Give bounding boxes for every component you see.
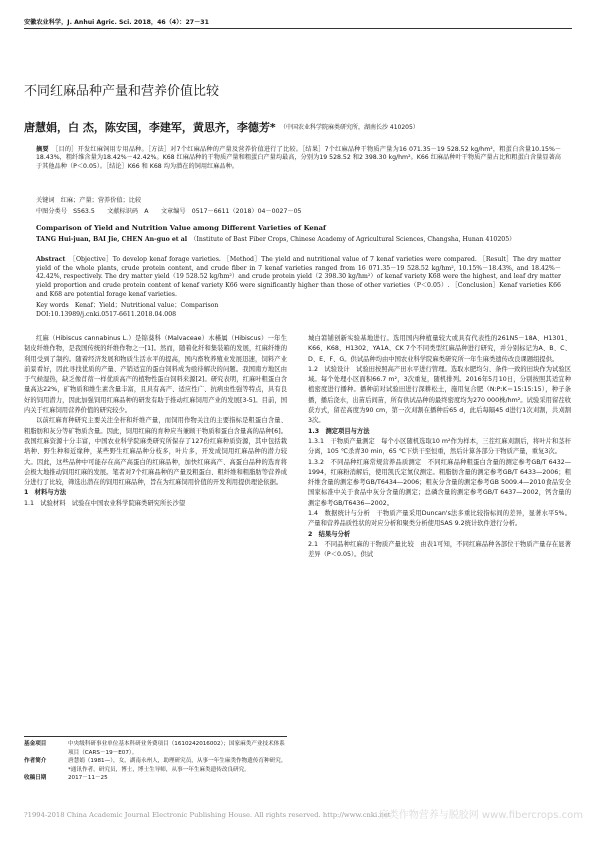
english-author-names: TANG Hui-juan, BAI Jie, CHEN An-guo et al [36, 236, 188, 243]
left-column [24, 334, 287, 509]
footnote-row [24, 740, 287, 757]
footnote-key: 作者简介 [24, 758, 47, 765]
english-title: Comparison of Yield and Nutrition Value among Different Varieties of Kenaf [36, 224, 326, 232]
affiliation: （中国农业科学院麻类研究所，湖南长沙 410205） [280, 124, 419, 131]
english-affiliation: （Institute of Bast Fiber Crops, Chinese Academy of Agricultural Sciences, Changsha, Hunan 410205） [193, 236, 516, 243]
footnote-value: 唐慧娟（1981—），女，湖南永州人，助理研究员，从事一年生麻类作物遗传育种研究。*通讯作者，研究员，博士，博士生导师，从事一年生麻类遗传改良研究。 [68, 758, 287, 773]
paper-title: 不同红麻品种产量和营养价值比较 [24, 84, 220, 99]
body-paragraph: 2.1 不同品种红麻的干物质产量比较 由表1可知，不同红麻品种各部位干物质产量存在显著差异（P＜0.05）。供试 [308, 540, 571, 559]
body-paragraph: 1.4 数据统计与分析 干物质产量采用Duncan's法多重比较指标间的差异，显著水平5%。产量和营养品质性状的对应分析和聚类分析使用SAS 9.2统计软件进行分析。 [308, 510, 571, 528]
section-heading: 1.3 测定项目与方法 [308, 427, 370, 435]
body-paragraph: 城白箬铺创新实验基地进行。选用国内种植量较大或具有代表性的261N5－18A、H1301、K66、K68、H1302、YA1A、CK 7个不同类型红麻品种进行研究，并分别标记为A、B、C、D、E、F、G。供试品种均由中国农业科学院麻类研究所一年生麻类遗传改良课题组提供。 [308, 335, 571, 363]
english-abstract [36, 256, 561, 300]
footnote-value: 2017－11－25 [68, 775, 108, 782]
body-paragraph: 以前红麻育种研究主要关注全秆和纤维产量，而饲用作物关注的主要指标是粗蛋白含量、粗脂肪和灰分等矿物质含量。因此，饲用红麻的育种应当兼顾干物质和蛋白含量高的品种[6]。我国红麻资源十分丰富，中国农业科学院麻类研究所保存了127份红麻种质资源，其中包括栽培种、野生种和近缘种，某些野生红麻品种分枝多，叶片多，开发成饲用红麻品种的潜力较大。因此，这些品种中可能存在高产高蛋白的红麻品种，加快红麻高产、高蛋白品种的选育将会极大地推动饲用红麻的发展。笔者对7个红麻品种的产量及粗蛋白、粗纤维和粗脂肪等营养成分进行了比较，筛选出潜在的饲用红麻品种，旨在为红麻饲用价值的开发利用提供理论依据。 [24, 417, 287, 487]
footnote-block [24, 740, 287, 783]
footnote-row [24, 774, 287, 783]
english-abstract-text: ［Objective］To develop kenaf forage varieties. ［Method］The yield and nutritional value of 7 kenaf varieties were compared. ［Result］The dry matter yield of the whole plants, crude protein content, and crude fiber in 7 kenaf varieties ranged from 16 071.35－19 528.52 kg/hm², 10.15%－18.43%, and 18.42%－42.42%, respectively. The dry matter yield（19 528.52 kg/hm²）and crude protein yield（2 398.30 kg/hm²）of kenaf variety K68 were the highest, and leaf dry matter yield proportion and crude protein content of kenaf variety K66 were significantly higher than those of other varieties（P＜0.05）. ［Conclusion］Kenaf varieties K66 and K68 are potential forage kenaf varieties. [36, 256, 562, 298]
footnote-value: 中央级科研事业单位基本科研业务费项目（1610242016002）；国家麻类产业技术体系项目（CARS－19－E07）。 [68, 741, 285, 756]
english-keywords: Key words Kenaf；Yield；Nutritional value；Comparison [36, 302, 219, 309]
watermark: 麻类作物营养与脱胶网 www.fibercrops.com [378, 810, 583, 821]
english-authors [36, 236, 561, 244]
footnote-key: 收稿日期 [24, 775, 47, 782]
abstract-text: ［目的］开发红麻饲用专用品种。［方法］对7个红麻品种的产量及营养价值进行了比较。［结果］7个红麻品种干物质产量为16 071.35－19 528.52 kg/hm²，粗蛋白含量10.15%－18.43%，粗纤维含量为18.42%－42.42%。K68 红麻品种的干物质产量和粗蛋白产量均最高，分别为19 528.52 和2 398.30 kg/hm²。K66 红麻品种叶干物质产量占比和粗蛋白含量显著高于其他品种（P＜0.05）。［结论］K66 和 K68 均为潜在的饲用红麻品种。 [36, 146, 562, 170]
body-paragraph: 1.3.1 干物质产量测定 每个小区随机选取10 m²作为样本，三茬红麻刈割后，将叶片和茎秆分离，105 ℃杀青30 min，65 ℃下烘干至恒重，然后计算各部分干物质产量，重复3次。 [308, 437, 571, 456]
abstract-label: 摘要 [36, 146, 49, 153]
footnote-rule [24, 736, 287, 737]
keywords-cn: 关键词 红麻；产量；营养价值；比较 [36, 197, 142, 204]
body-paragraph: 1.1 试验材料 试验在中国农业科学院麻类研究所长沙望 [24, 499, 186, 507]
classification-line: 中图分类号 S563.5 文献标识码 A 文章编号 0517－6611（2018）04－0027－05 [36, 208, 302, 215]
body-paragraph: 1.3.2 不同品种红麻常规营养品质测定 不同红麻品种粗蛋白含量的测定参考GB/T 6432—1994，红麻粉消解后，使用凯氏定氮仪测定。粗脂肪含量的测定参考GB/T 6433—2006；粗纤维含量的测定参考GB/T6434—2006；粗灰分含量的测定参考GB 5009.4—2010食品安全国家标准中关于食品中灰分含量的测定；总磷含量的测定参考GB/T 6437—2002，钙含量的测定参考GB/T6436—2002。 [308, 458, 571, 507]
header-rule [24, 28, 572, 29]
right-column [308, 334, 571, 561]
footnote-row [24, 757, 287, 774]
english-abstract-label: Abstract [36, 256, 66, 263]
doi-link[interactable]: DOI:10.13989/j.cnki.0517-6611.2018.04.008 [36, 311, 177, 318]
running-header: 安徽农业科学，J. Anhui Agric. Sci. 2018，46（4）：27－31 [24, 19, 209, 26]
section-heading: 1 材料与方法 [24, 489, 67, 497]
footnote-key: 基金项目 [24, 741, 47, 747]
author-list: 唐慧娟，白 杰，陈安国，李建军，黄思齐，李德芳* [24, 121, 276, 134]
chinese-abstract [36, 146, 561, 171]
body-paragraph: 红麻（Hibiscus cannabinus L.）是锦葵科（Malvaceae）木槿属（Hibiscus）一年生韧皮纤维作物，是我国传统的纤维作物之一[1]。然而，随着化纤和集装箱的发展，红麻纤维的利用受到了制约。随着经济发展和物质生活水平的提高，国内畜牧养殖业发展迅速，饲料产业前景看好，因此寻找优质的产量、产销适宜的蛋白饲料成为亟待解决的问题。我国南方地区由于气候湿热，缺乏像苜蓿一样优质高产的植物性蛋白饲料来源[2]。研究表明，红麻叶粗蛋白含量高达22%，矿物质和维生素含量丰富，且具有高产、适应性广、抗病虫性强等特点，具有良好的饲用潜力，因此加强饲用红麻品种的研发有助于推动红麻饲用产业的发展[3-5]。目前，国内关于红麻饲用营养价值的研究较少。 [24, 335, 287, 415]
section-heading: 2 结果与分析 [308, 530, 351, 538]
body-paragraph: 1.2 试验设计 试验田按照高产田水平进行管理。选取水肥均匀、条件一致的田块作为试验区域。每个处理小区面积66.7 m²，3次重复，随机排列。2016年5月10日，分别按照其适宜种植密度进行播种。播种前对试验田进行深耕松土，施用复合肥（N:P:K＝15:15:15），种子条播，播后浇水，出苗后间苗，所有供试品种的最终密度均为270 000株/hm²。试验采用留茬收获方式，留茬高度为90 cm，第一次刈割在播种后65 d，此后每隔45 d进行1次刈割，共刈割3次。 [308, 365, 571, 425]
copyright-line: ?1994-2018 China Academic Journal Electronic Publishing House. All rights reserved. http://www.cnki.net [24, 811, 391, 819]
